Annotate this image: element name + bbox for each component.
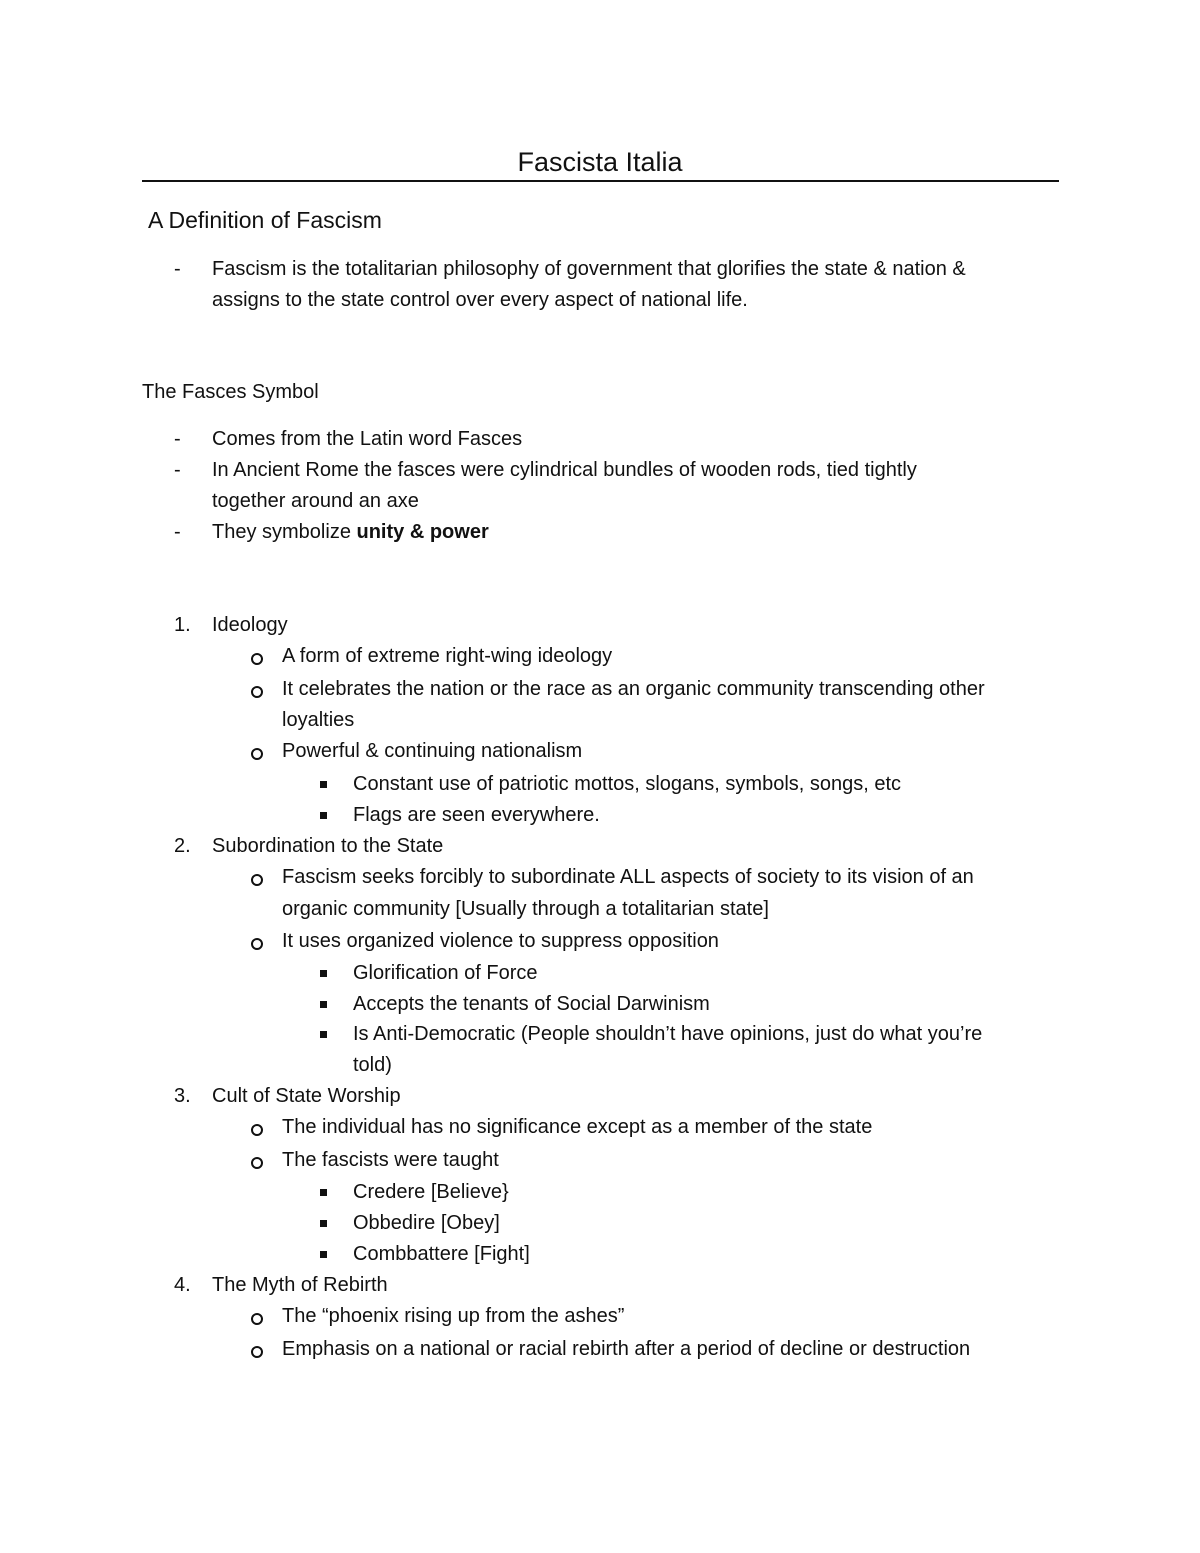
cult-sub-2a: Credere [Believe} xyxy=(353,1181,509,1203)
square-bullet-icon xyxy=(320,812,327,819)
cult-sub-2b: Obbedire [Obey] xyxy=(353,1212,500,1234)
definition-line-1: Fascism is the totalitarian philosophy of government that glorifies the state & nation & xyxy=(212,258,966,280)
cult-sub-1: The individual has no significance except as a member of the state xyxy=(282,1116,873,1138)
subordination-sub-1-line-1: Fascism seeks forcibly to subordinate ALL aspects of society to its vision of an xyxy=(282,866,974,888)
subordination-sub-2: It uses organized violence to suppress opposition xyxy=(282,930,719,952)
circle-bullet-icon xyxy=(251,1157,263,1169)
dash-bullet: - xyxy=(174,428,181,450)
definition-line-2: assigns to the state control over every aspect of national life. xyxy=(212,289,748,311)
fasces-bullet-3-text: They symbolize xyxy=(212,521,357,543)
dash-bullet: - xyxy=(174,459,181,481)
fasces-bullet-2-line-2: together around an axe xyxy=(212,490,419,512)
fasces-bullet-2-line-1: In Ancient Rome the fasces were cylindrical bundles of wooden rods, tied tightly xyxy=(212,459,917,481)
fasces-heading: The Fasces Symbol xyxy=(142,381,319,403)
ideology-sub-3b: Flags are seen everywhere. xyxy=(353,804,600,826)
ideology-sub-2-line-1: It celebrates the nation or the race as an organic community transcending other xyxy=(282,678,985,700)
circle-bullet-icon xyxy=(251,653,263,665)
subordination-sub-2c-line-2: told) xyxy=(353,1054,392,1076)
dash-bullet: - xyxy=(174,521,181,543)
square-bullet-icon xyxy=(320,1189,327,1196)
ideology-sub-2-line-2: loyalties xyxy=(282,709,355,731)
page-title: Fascista Italia xyxy=(517,147,683,177)
square-bullet-icon xyxy=(320,1220,327,1227)
list-number-1: 1. xyxy=(174,614,191,636)
circle-bullet-icon xyxy=(251,748,263,760)
list-number-3: 3. xyxy=(174,1085,191,1107)
subordination-sub-2c-line-1: Is Anti-Democratic (People shouldn’t have opinions, just do what you’re xyxy=(353,1023,983,1045)
subordination-title: Subordination to the State xyxy=(212,835,444,857)
list-number-4: 4. xyxy=(174,1274,191,1296)
dash-bullet: - xyxy=(174,258,181,280)
rebirth-sub-1: The “phoenix rising up from the ashes” xyxy=(282,1305,625,1327)
subordination-sub-2a: Glorification of Force xyxy=(353,962,538,984)
circle-bullet-icon xyxy=(251,1346,263,1358)
square-bullet-icon xyxy=(320,970,327,977)
circle-bullet-icon xyxy=(251,1313,263,1325)
circle-bullet-icon xyxy=(251,686,263,698)
list-number-2: 2. xyxy=(174,835,191,857)
rebirth-title: The Myth of Rebirth xyxy=(212,1274,388,1296)
circle-bullet-icon xyxy=(251,1124,263,1136)
ideology-sub-3a: Constant use of patriotic mottos, slogans, symbols, songs, etc xyxy=(353,773,902,795)
definition-heading: A Definition of Fascism xyxy=(148,207,382,233)
fasces-bullet-1: Comes from the Latin word Fasces xyxy=(212,428,523,450)
rebirth-sub-2: Emphasis on a national or racial rebirth after a period of decline or destruction xyxy=(282,1338,971,1360)
cult-title: Cult of State Worship xyxy=(212,1085,401,1107)
subordination-sub-2b: Accepts the tenants of Social Darwinism xyxy=(353,993,710,1015)
ideology-sub-1: A form of extreme right-wing ideology xyxy=(282,645,613,667)
cult-sub-2c: Combbattere [Fight] xyxy=(353,1243,530,1265)
ideology-sub-3: Powerful & continuing nationalism xyxy=(282,740,583,762)
square-bullet-icon xyxy=(320,1001,327,1008)
square-bullet-icon xyxy=(320,781,327,788)
circle-bullet-icon xyxy=(251,938,263,950)
circle-bullet-icon xyxy=(251,874,263,886)
square-bullet-icon xyxy=(320,1031,327,1038)
title-underline xyxy=(142,180,1059,182)
fasces-bullet-3 xyxy=(212,517,489,548)
cult-sub-2: The fascists were taught xyxy=(282,1149,499,1171)
ideology-title: Ideology xyxy=(212,614,288,636)
subordination-sub-1-line-2: organic community [Usually through a totalitarian state] xyxy=(282,898,769,920)
fasces-bullet-3-bold: unity & power xyxy=(356,521,489,543)
square-bullet-icon xyxy=(320,1251,327,1258)
